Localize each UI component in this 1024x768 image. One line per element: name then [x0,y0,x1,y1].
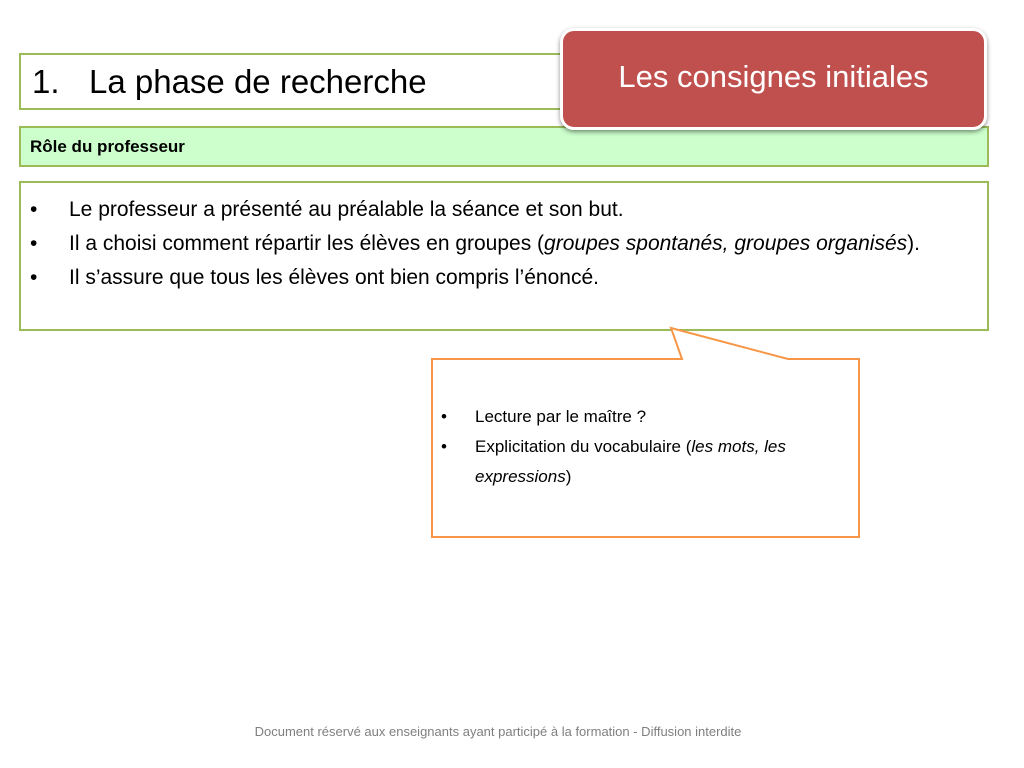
callout-item-text-end: ) [565,467,572,486]
callout-item-text-start: Explicitation du vocabulaire ( [475,437,692,456]
list-item-italic: groupes spontanés, groupes organisés [544,232,908,255]
section-badge-label: Les consignes initiales [618,59,929,94]
bullet-icon: • [30,266,38,289]
bullet-icon: • [30,198,38,221]
footer-notice: Document réservé aux enseignants ayant participé à la formation - Diffusion interdite [254,724,742,739]
list-item [437,432,847,492]
callout-item-text: Lecture par le maître ? [475,407,647,426]
bullet-icon: • [30,232,38,255]
bullet-icon: • [441,407,447,426]
role-label: Rôle du professeur [30,137,185,156]
bullet-icon: • [441,437,447,456]
callout-item-text [475,432,817,492]
list-item-text: Le professeur a présenté au préalable la séance et son but. [69,198,624,221]
list-item-text: Il s’assure que tous les élèves ont bien compris l’énoncé. [69,266,599,289]
list-item [437,402,847,432]
title-number: 1. [32,63,60,100]
section-badge [560,28,987,130]
callout-item-italic: les mots, les expressions [475,437,786,486]
slide-title: La phase de recherche [89,63,427,100]
callout-list [437,402,847,492]
list-item-text-end: ). [907,232,920,255]
callout-content [437,402,847,492]
list-item-text-start: Il a choisi comment répartir les élèves en groupes ( [69,232,545,255]
